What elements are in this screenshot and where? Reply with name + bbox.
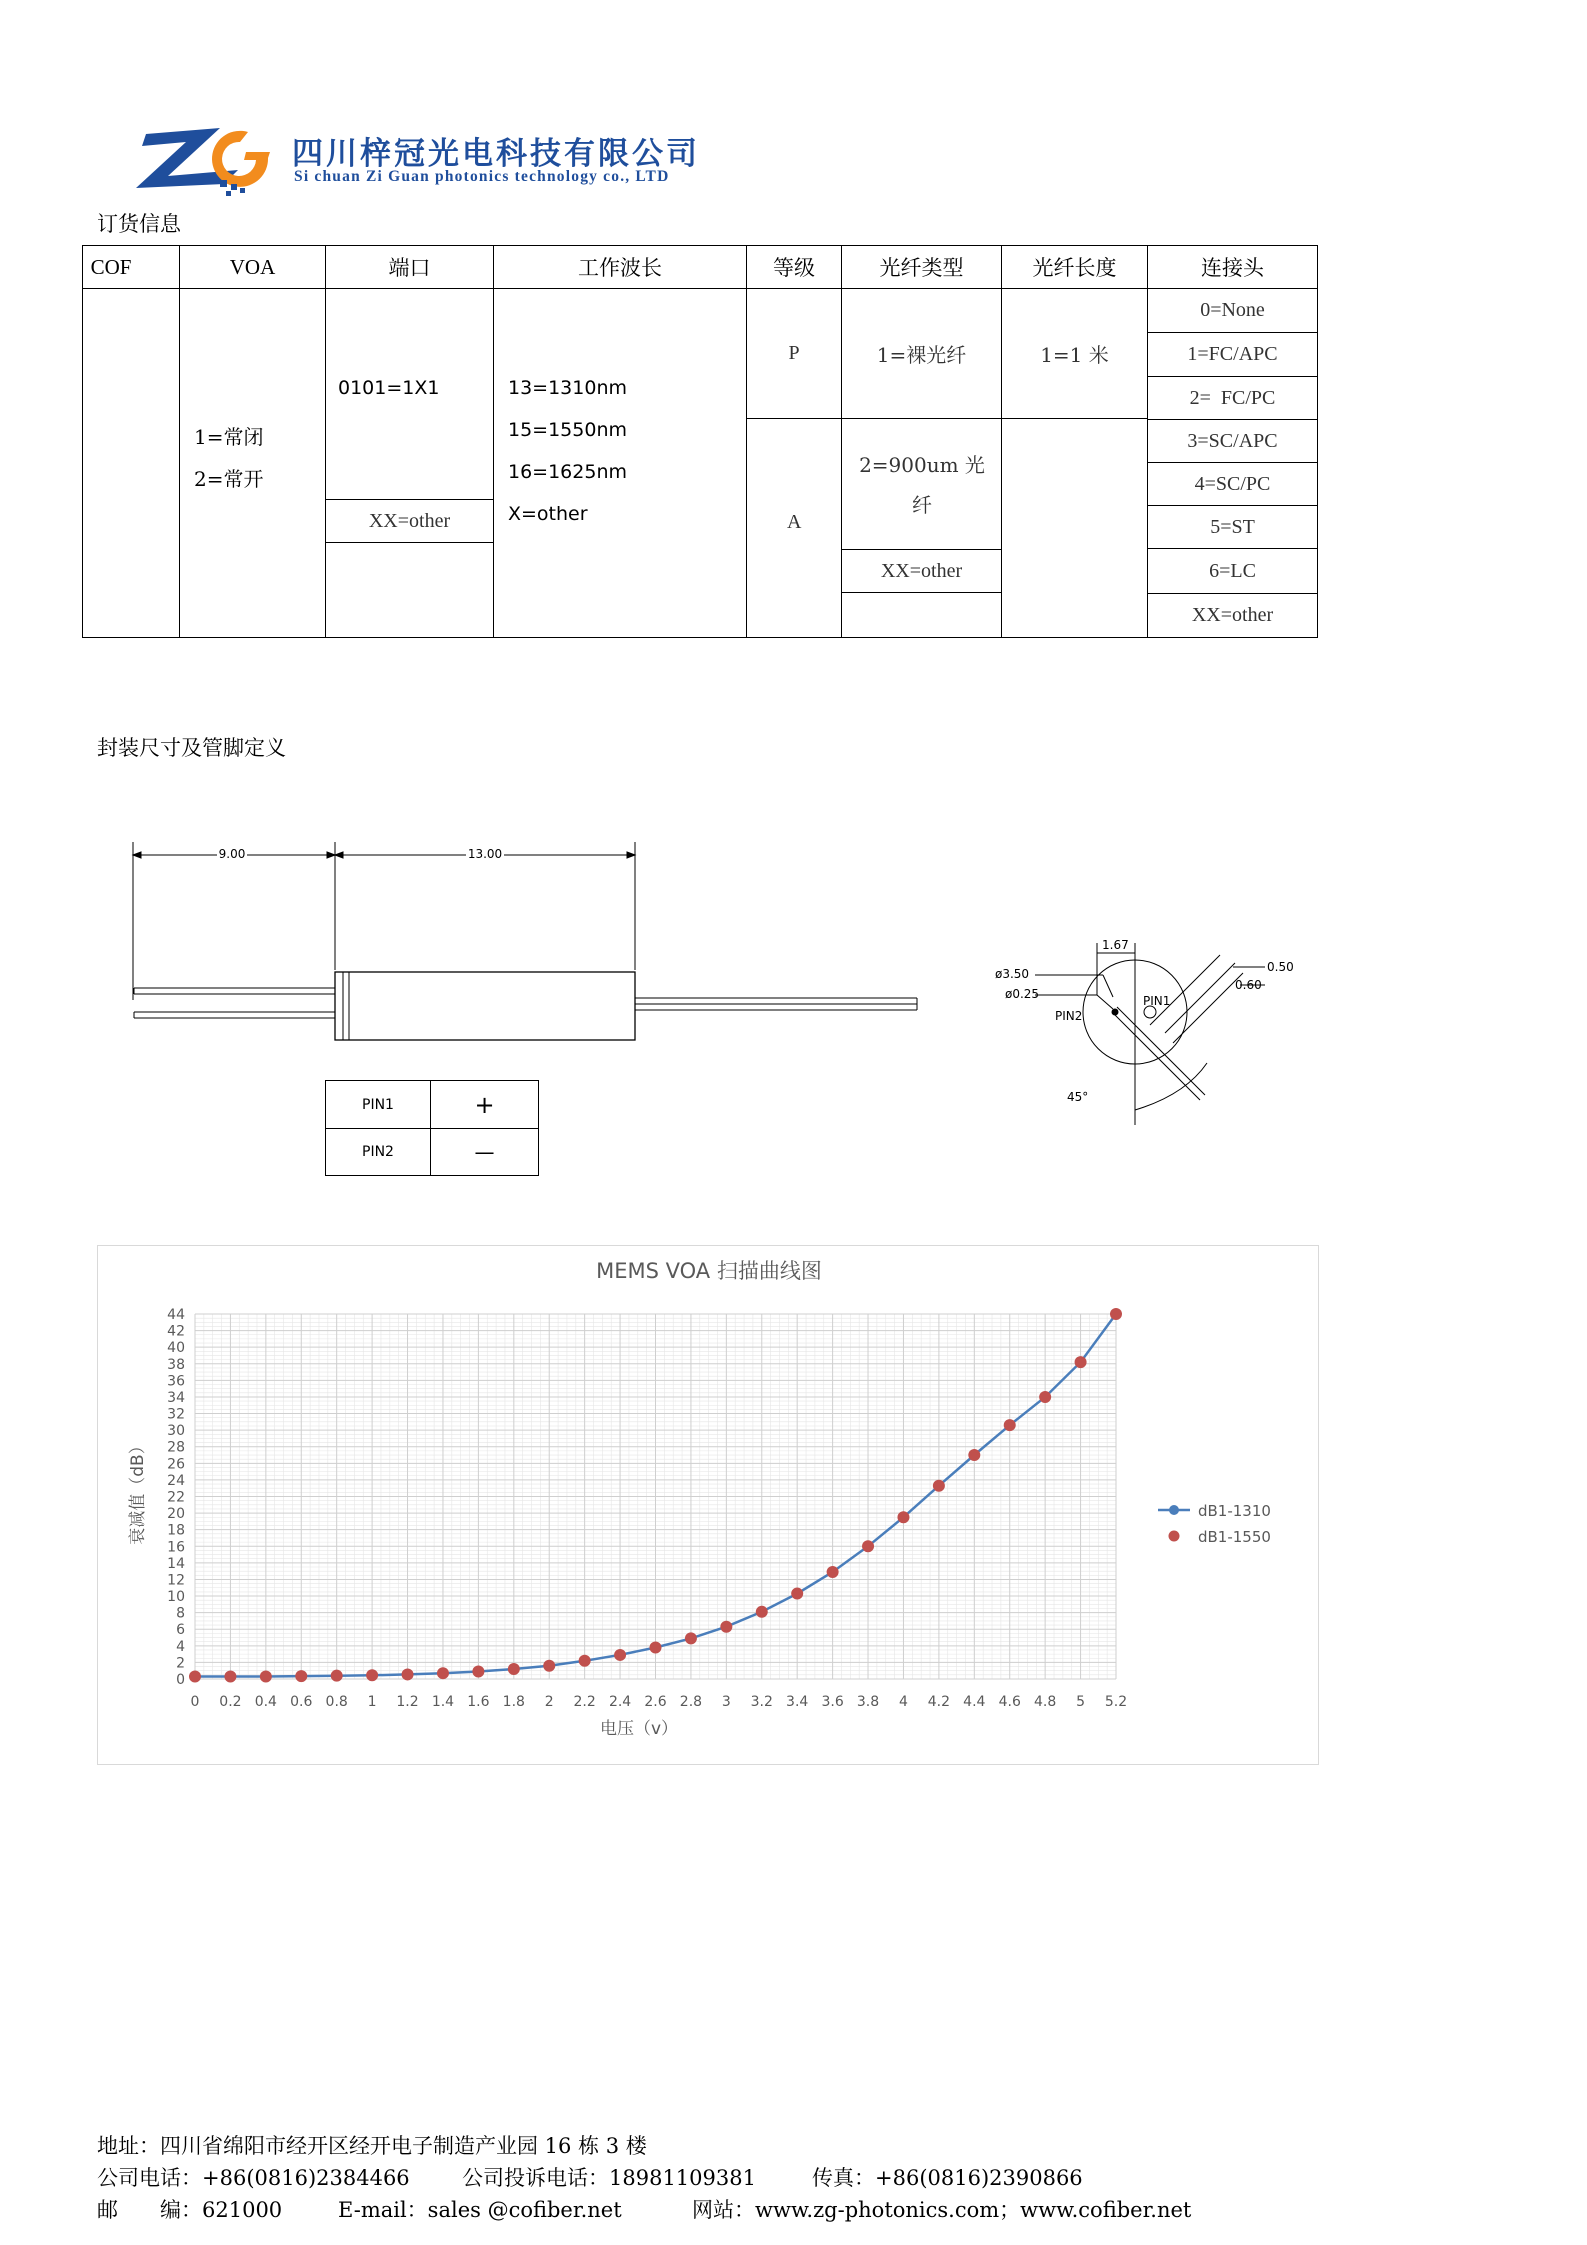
y-tick-label: 22	[167, 1489, 185, 1506]
x-tick-label: 2.4	[608, 1694, 632, 1710]
connector-none: 0=None	[1147, 288, 1318, 333]
dia-outer-label: ø3.50	[995, 967, 1030, 981]
data-point-1550	[260, 1671, 272, 1683]
company-name-cn: 四川梓冠光电科技有限公司	[292, 136, 700, 172]
grade-p-cell: P	[746, 288, 842, 419]
y-tick-label: 44	[167, 1307, 185, 1323]
header-fiber-type: 光纤类型	[841, 245, 1002, 289]
ordering-title: 订货信息	[97, 212, 181, 236]
dim-050-label: 0.50	[1267, 960, 1294, 974]
chart-canvas	[98, 1246, 1320, 1766]
grade-a: A	[787, 511, 802, 533]
fiber-length-cell: 1=1 米	[1001, 288, 1148, 419]
chart-xlabel: 电压（v）	[599, 1719, 679, 1739]
dim-left-label: 9.00	[218, 847, 246, 861]
header-voa: VOA	[179, 245, 326, 289]
data-point-1550	[968, 1449, 980, 1461]
data-point-1550	[472, 1666, 484, 1678]
fiber-type-900-cell	[841, 418, 1002, 550]
x-tick-label: 4.2	[927, 1694, 951, 1710]
y-tick-label: 6	[176, 1622, 185, 1639]
wavelength-1550: 15=1550nm	[508, 419, 628, 441]
data-point-1550	[827, 1566, 839, 1578]
y-tick-label: 10	[167, 1589, 185, 1606]
wavelength-1310: 13=1310nm	[508, 377, 628, 399]
data-point-1550	[366, 1669, 378, 1681]
data-point-1550	[720, 1621, 732, 1633]
x-tick-label: 0.8	[325, 1694, 348, 1710]
header-fiber-length: 光纤长度	[1001, 245, 1148, 289]
pin2-label: PIN2	[325, 1128, 431, 1176]
pin2-sign: —	[430, 1128, 539, 1176]
x-tick-label: 1	[367, 1694, 377, 1710]
x-tick-label: 2.2	[573, 1694, 596, 1710]
y-tick-label: 16	[167, 1539, 185, 1556]
footer-postcode: 邮 编：621000	[97, 2198, 283, 2222]
y-tick-label: 24	[167, 1472, 185, 1489]
data-point-1550	[1110, 1308, 1122, 1320]
y-tick-label: 18	[167, 1522, 185, 1539]
x-tick-label: 2.6	[644, 1694, 667, 1710]
footer-address: 地址：四川省绵阳市经开区经开电子制造产业园 16 栋 3 楼	[97, 2134, 647, 2158]
legend-marker-1310	[1169, 1505, 1179, 1515]
x-tick-label: 1.6	[467, 1694, 490, 1710]
x-tick-label: 3	[721, 1694, 731, 1710]
pin2-end-label: PIN2	[1055, 1009, 1083, 1023]
fiber-type-blank	[841, 592, 1002, 638]
x-tick-label: 3.2	[750, 1694, 773, 1710]
data-point-1550	[650, 1641, 662, 1653]
dim-060-label: 0.60	[1235, 978, 1262, 992]
voa-scan-chart	[97, 1245, 1319, 1765]
company-logo	[128, 118, 278, 200]
pin1-label: PIN1	[325, 1080, 431, 1129]
wavelength-cell	[493, 288, 747, 638]
dim-right-label: 13.00	[467, 847, 503, 861]
y-tick-label: 36	[167, 1373, 185, 1390]
x-tick-label: 4.8	[1034, 1694, 1057, 1710]
y-tick-label: 0	[176, 1672, 185, 1688]
port-blank	[325, 542, 494, 638]
x-tick-label: 4	[899, 1694, 908, 1710]
data-point-1550	[933, 1480, 945, 1492]
port-cell	[325, 288, 494, 500]
x-tick-label: 5	[1076, 1694, 1086, 1710]
y-tick-label: 2	[176, 1655, 185, 1672]
chart-legend	[1158, 1502, 1271, 1546]
chart-title: MEMS VOA 扫描曲线图	[596, 1259, 822, 1283]
y-tick-label: 8	[176, 1605, 185, 1622]
port-option-1x1: 0101=1X1	[338, 377, 440, 399]
y-tick-label: 42	[167, 1323, 185, 1340]
connector-st: 5=ST	[1147, 505, 1318, 549]
port-other-cell: XX=other	[325, 499, 494, 543]
x-tick-label: 3.8	[856, 1694, 880, 1710]
data-point-1550	[437, 1667, 449, 1679]
cof-cell	[82, 288, 180, 638]
y-tick-label: 12	[167, 1572, 185, 1589]
package-end-view	[985, 935, 1305, 1125]
fiber-type-bare-cell: 1=裸光纤	[841, 288, 1002, 419]
header-port: 端口	[325, 245, 494, 289]
y-tick-label: 38	[167, 1356, 185, 1373]
connector-fc-pc: 2= FC/PC	[1147, 376, 1318, 420]
x-tick-label: 2.8	[679, 1694, 703, 1710]
y-tick-label: 30	[167, 1423, 185, 1440]
footer-website: 网站：www.zg-photonics.com；www.cofiber.net	[692, 2198, 1192, 2222]
dim-top-label: 1.67	[1102, 938, 1129, 952]
fiber-type-900-line1: 2=900um 光	[859, 453, 985, 477]
header-cof: COF	[82, 245, 180, 289]
legend-marker-1550	[1169, 1531, 1180, 1542]
x-tick-label: 0.4	[254, 1694, 277, 1710]
footer-complaint-phone: 公司投诉电话：18981109381	[462, 2166, 756, 2190]
footer-phone: 公司电话：+86(0816)2384466	[97, 2166, 410, 2190]
voa-cell	[179, 288, 326, 638]
y-tick-label: 34	[167, 1389, 185, 1406]
header-wavelength: 工作波长	[493, 245, 747, 289]
connector-sc-apc: 3=SC/APC	[1147, 419, 1318, 463]
ordering-table	[82, 245, 1318, 638]
data-point-1550	[295, 1670, 307, 1682]
y-tick-label: 26	[167, 1456, 185, 1473]
data-point-1550	[614, 1649, 626, 1661]
header-grade: 等级	[746, 245, 842, 289]
fiber-type-other-cell: XX=other	[841, 549, 1002, 593]
connector-fc-apc: 1=FC/APC	[1147, 332, 1318, 377]
y-tick-label: 4	[176, 1638, 185, 1655]
x-tick-label: 4.4	[963, 1694, 986, 1710]
x-tick-label: 4.6	[998, 1694, 1021, 1710]
package-title: 封装尺寸及管脚定义	[97, 736, 286, 760]
data-point-1550	[1004, 1419, 1016, 1431]
chart-ylabel: 衰减值（dB）	[128, 1437, 148, 1545]
connector-sc-pc: 4=SC/PC	[1147, 462, 1318, 506]
fiber-type-900-line2: 纤	[912, 493, 932, 517]
header-connector: 连接头	[1147, 245, 1318, 289]
x-tick-label: 1.2	[396, 1694, 419, 1710]
connector-lc: 6=LC	[1147, 548, 1318, 594]
data-point-1550	[756, 1606, 768, 1618]
x-tick-label: 0.2	[219, 1694, 242, 1710]
y-tick-label: 32	[167, 1406, 185, 1423]
data-point-1550	[897, 1511, 909, 1523]
wavelength-other: X=other	[508, 503, 588, 525]
x-tick-label: 3.6	[821, 1694, 844, 1710]
x-tick-label: 2	[544, 1694, 554, 1710]
voa-option-1: 1=常闭	[194, 425, 264, 449]
fiber-length-blank	[1001, 418, 1148, 638]
data-point-1550	[331, 1670, 343, 1682]
y-tick-label: 20	[167, 1506, 185, 1523]
data-point-1550	[685, 1632, 697, 1644]
x-tick-label: 0	[190, 1694, 200, 1710]
data-point-1550	[1075, 1356, 1087, 1368]
data-point-1550	[579, 1655, 591, 1667]
pin-definition-table	[325, 1080, 539, 1176]
data-point-1550	[1039, 1391, 1051, 1403]
data-point-1550	[543, 1660, 555, 1672]
footer-fax: 传真：+86(0816)2390866	[812, 2166, 1083, 2190]
x-tick-label: 3.4	[786, 1694, 809, 1710]
y-tick-label: 28	[167, 1439, 185, 1456]
data-point-1550	[862, 1540, 874, 1552]
angle-label: 45°	[1067, 1090, 1089, 1104]
company-name-en: Si chuan Zi Guan photonics technology co., LTD	[294, 168, 670, 185]
x-tick-label: 1.4	[431, 1694, 455, 1710]
logo-g-swirl	[212, 131, 270, 187]
legend-label-1550: dB1-1550	[1198, 1528, 1271, 1546]
data-point-1550	[224, 1671, 236, 1683]
data-point-1550	[402, 1668, 414, 1680]
footer-email: E-mail：sales @cofiber.net	[338, 2198, 622, 2222]
legend-label-1310: dB1-1310	[1198, 1502, 1271, 1520]
y-tick-label: 40	[167, 1340, 185, 1357]
data-point-1550	[791, 1588, 803, 1600]
wavelength-1625: 16=1625nm	[508, 461, 628, 483]
data-point-1550	[508, 1663, 520, 1675]
voa-option-2: 2=常开	[194, 467, 264, 491]
connector-other: XX=other	[1147, 593, 1318, 638]
y-tick-label: 14	[167, 1555, 185, 1572]
grade-a-cell	[746, 418, 842, 638]
dia-pin-label: ø0.25	[1005, 987, 1040, 1001]
pin1-sign: +	[430, 1080, 539, 1129]
x-tick-label: 0.6	[290, 1694, 313, 1710]
pin1-end-label: PIN1	[1143, 994, 1171, 1008]
x-tick-label: 5.2	[1104, 1694, 1128, 1710]
x-tick-label: 1.8	[502, 1694, 525, 1710]
data-point-1550	[189, 1671, 201, 1683]
